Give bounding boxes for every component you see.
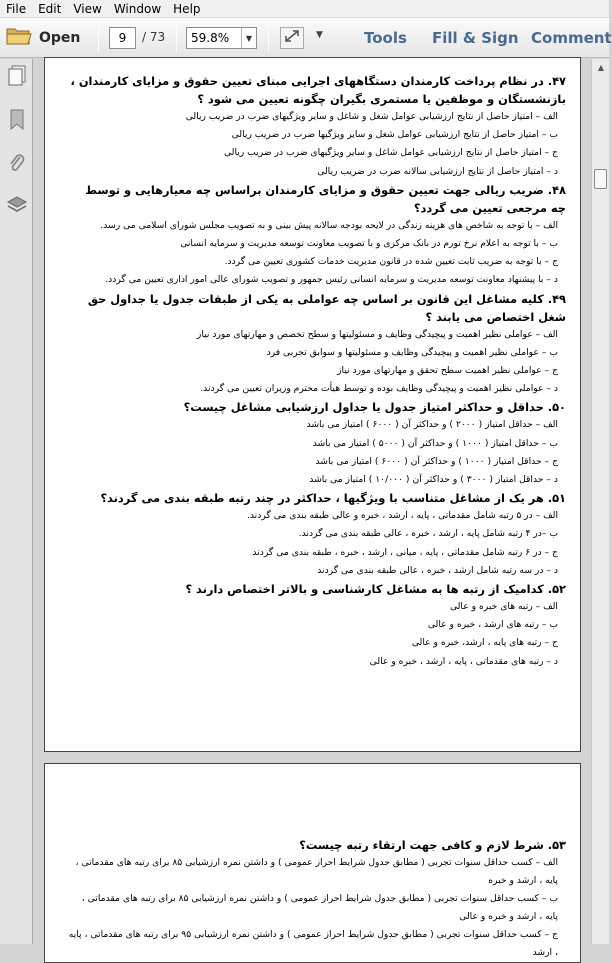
scrollbar-thumb[interactable] — [594, 169, 607, 189]
menu-view[interactable]: View — [73, 1, 102, 16]
page-total: / 73 — [142, 30, 166, 44]
option: الف – عواملی نظیر اهمیت و پیچیدگی وظایف و مسئولیتها و سطح تخصص و مهارتهای مورد نیاز — [196, 328, 558, 340]
question-49: ۴۹. کلیه مشاغل این قانون بر اساس چه عواملی به یکی از طبقات جدول یا جداول حق شغل اختصاص می یابند ؟ — [87, 291, 566, 324]
scroll-up-icon[interactable]: ▲ — [597, 62, 605, 72]
option: ج – در ۶ رتبه شامل مقدماتی ، پایه ، میانی ، ارشد ، خبره ، طبقه بندی می گردند — [252, 546, 558, 558]
option: ب – عواملی نظیر اهمیت و پیچیدگی وظایف و مسئولیتها و سوابق تجربی فرد — [266, 346, 558, 358]
option: ج – امتیاز حاصل از نتایج ارزشیابی عوامل شاغل و سایر ویژگیهای ضرب در ضریب ریالی — [223, 147, 558, 159]
option: الف – رتبه های خبره و عالی — [449, 601, 558, 613]
fit-page-button[interactable] — [280, 27, 304, 49]
toolbar-options-icon[interactable]: ▼ — [316, 30, 323, 40]
option: د – با پیشنهاد معاونت توسعه مدیریت و سرمایه انسانی رئیس جمهور و تصویب شورای عالی امور اداری تعیین می گردد. — [105, 274, 558, 286]
vertical-scrollbar[interactable] — [591, 59, 609, 944]
expand-arrows-icon — [283, 28, 301, 48]
option: د – امتیاز حاصل از نتایج ارزشیابی سالانه ضرب در ضریب ریالی — [317, 165, 558, 177]
pdf-page — [44, 57, 581, 752]
option: ب – با توجه به اعلام نرخ تورم در بانک مرکزی و با تصویب معاونت توسعه مدیریت و سرمایه انسانی — [180, 238, 558, 250]
menu-edit[interactable]: Edit — [38, 1, 62, 16]
option: ج – حداقل امتیاز ( ۱۰۰۰ ) و حداکثر آن ( ۶۰۰۰ ) امتیاز می باشد — [315, 455, 558, 467]
toolbar-separator — [176, 24, 177, 52]
comment-button[interactable]: Comment — [531, 29, 612, 47]
option: د – رتبه های مقدماتی ، پایه ، ارشد ، خبره و عالی — [369, 655, 558, 667]
page-content — [67, 72, 566, 671]
zoom-select[interactable] — [186, 27, 257, 49]
option: ب – امتیاز حاصل از نتایج ارزشیابی عوامل شغل و سایر ویژگیها ضرب در ضریب ریالی — [231, 129, 558, 141]
option: الف – حداقل امتیاز ( ۲۰۰۰ ) و حداکثر آن ( ۶۰۰۰ ) امتیاز می باشد — [306, 419, 558, 431]
question-52: ۵۲. کدامیک از رتبه ها به مشاغل کارشناسی و بالاتر اختصاص دارند ؟ — [185, 582, 566, 597]
toolbar-separator — [268, 24, 269, 52]
option: ب – رتبه های ارشد ، خبره و عالی — [427, 619, 558, 631]
option: ج – با توجه به ضریب ثابت تعیین شده در قانون مدیریت خدمات کشوری تعیین می گردد. — [224, 256, 558, 268]
option: ج – کسب حداقل سنوات تجربی ( مطابق جدول شرایط احراز عمومی ) و داشتن نمره ارزشیابی ۹۵ برای رتبه های مقدماتی ، پایه ، ارشد — [68, 929, 558, 958]
fill-sign-button[interactable]: Fill & Sign — [432, 29, 519, 47]
option: الف – با توجه به شاخص های هزینه زندگی در لایحه بودجه سالانه پیش بینی و به تصویب مجلس شورای اسلامی می رسد. — [100, 219, 558, 231]
option: د – حداقل امتیاز ( ۳۰۰۰ ) و حداکثر آن ( ۱۰/۰۰۰ ) امتیاز می باشد — [309, 474, 558, 486]
page-content — [67, 836, 566, 962]
document-viewer[interactable] — [34, 59, 591, 958]
tools-button[interactable]: Tools — [364, 29, 407, 47]
option: ب – کسب حداقل سنوات تجربی ( مطابق جدول شرایط احراز عمومی ) و داشتن نمره ارزشیابی ۸۵ برای رتبه های مقدماتی ، پایه ، ارشد و خبره و عالی — [81, 893, 558, 922]
question-53: ۵۳. شرط لازم و کافی جهت ارتقاء رتبه چیست؟ — [299, 838, 566, 852]
zoom-value: 59.8% — [191, 31, 230, 45]
attachment-icon[interactable] — [7, 152, 27, 174]
pages-icon[interactable] — [7, 65, 27, 87]
option: د – عواملی نظیر اهمیت و پیچیدگی وظایف بوده و توسط هیأت محترم وزیران تعیین می گردند. — [200, 383, 558, 395]
menu-file[interactable]: File — [6, 1, 27, 16]
navigation-pane — [0, 59, 33, 944]
question-50: ۵۰. حداقل و حداکثر امتیاز جدول یا جداول ارزشیابی مشاغل چیست؟ — [183, 400, 566, 415]
layers-icon[interactable] — [7, 194, 27, 216]
toolbar-separator — [98, 24, 99, 52]
pdf-page — [44, 763, 581, 963]
folder-icon — [6, 26, 32, 50]
toolbar — [0, 18, 612, 58]
open-label: Open — [39, 30, 81, 46]
option: ج – عواملی نظیر اهمیت سطح تحقق و مهارتهای مورد نیاز — [337, 365, 558, 377]
menu-bar — [0, 0, 609, 18]
open-button[interactable] — [6, 25, 80, 51]
option: ب – حداقل امتیاز ( ۱۰۰۰ ) و حداکثر آن ( ۵۰۰۰ ) امتیاز می باشد — [312, 437, 558, 449]
menu-window[interactable]: Window — [113, 1, 162, 16]
menu-help[interactable]: Help — [173, 1, 201, 16]
page-number-input[interactable]: 9 — [109, 27, 136, 49]
option: الف – امتیاز حاصل از نتایج ارزشیابی عوامل شغل و شاغل و سایر ویژگیهای ضرب در ضریب ریالی — [185, 111, 558, 122]
chevron-down-icon[interactable]: ▼ — [241, 28, 256, 48]
option: الف – در ۵ رتبه شامل مقدماتی ، پایه ، ارشد ، خبره و عالی طبقه بندی می گردند. — [246, 510, 558, 522]
option: د – در سه رتبه شامل ارشد ، خبره ، عالی طبقه بندی می گردند — [317, 564, 558, 576]
option: الف – کسب حداقل سنوات تجربی ( مطابق جدول شرایط احراز عمومی ) و داشتن نمره ارزشیابی ۸۵ برای رتبه های مقدماتی ، پایه ، ارشد و خبره — [75, 857, 558, 886]
option: ج – رتبه های پایه ، ارشد، خبره و عالی — [411, 637, 558, 649]
option: ب –در ۴ رتبه شامل پایه ، ارشد ، خبره ، عالی طبقه بندی می گردند. — [298, 528, 558, 540]
question-47: ۴۷. در نظام پرداخت کارمندان دستگاههای اجرایی مبنای تعیین حقوق و مزایای کارمندان ، بازنشستگان و موظفین یا مستمری بگیران چگونه تعیین می شود ؟ — [70, 74, 566, 106]
bookmark-icon[interactable] — [7, 109, 27, 131]
question-51: ۵۱. هر یک از مشاغل متناسب با ویژگیها ، حداکثر در چند رتبه طبقه بندی می گردند؟ — [100, 491, 566, 506]
question-48: ۴۸. ضریب ریالی جهت تعیین حقوق و مزایای کارمندان براساس چه معیارهایی و توسط چه مرجعی تعیین می گردد؟ — [85, 182, 566, 215]
